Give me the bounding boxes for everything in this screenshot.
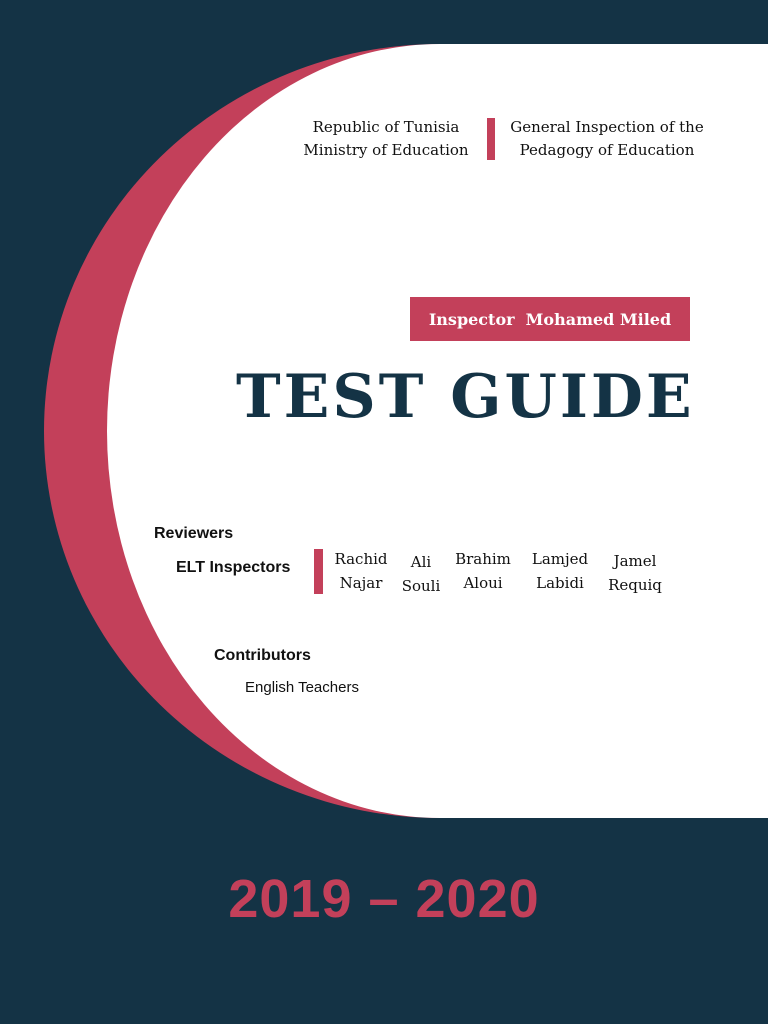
reviewer-name <box>603 549 667 597</box>
country-name: Republic of Tunisia <box>312 118 460 136</box>
reviewer-first-name: Jamel <box>613 552 657 570</box>
reviewer-name <box>398 550 444 598</box>
inspector-banner: Inspector Mohamed Miled <box>410 297 690 341</box>
reviewer-last-name: Requiq <box>608 576 662 594</box>
reviewers-heading: Reviewers <box>154 525 234 542</box>
reviewer-first-name: Ali <box>410 553 432 571</box>
reviewer-name <box>332 547 390 595</box>
reviewers-divider <box>314 549 323 594</box>
inspection-block <box>500 116 714 162</box>
header-divider <box>487 118 495 160</box>
reviewer-last-name: Aloui <box>463 574 503 592</box>
inspection-line-1: General Inspection of the <box>510 118 704 136</box>
contributors-label: English Teachers <box>245 679 359 696</box>
ministry-block <box>296 116 476 162</box>
reviewer-last-name: Labidi <box>536 574 584 592</box>
reviewer-last-name: Najar <box>339 574 383 592</box>
reviewer-first-name: Lamjed <box>531 550 589 568</box>
reviewer-first-name: Brahim <box>455 550 511 568</box>
reviewer-first-name: Rachid <box>334 550 388 568</box>
document-title: TEST GUIDE <box>236 362 695 432</box>
contributors-heading: Contributors <box>214 647 311 664</box>
inspection-line-2: Pedagogy of Education <box>519 141 695 159</box>
academic-year: 2019 – 2020 <box>228 869 540 929</box>
elt-inspectors-label: ELT Inspectors <box>176 559 291 576</box>
reviewer-name <box>528 547 592 595</box>
reviewer-last-name: Souli <box>401 577 441 595</box>
ministry-name: Ministry of Education <box>303 141 469 159</box>
reviewer-name <box>451 547 515 595</box>
